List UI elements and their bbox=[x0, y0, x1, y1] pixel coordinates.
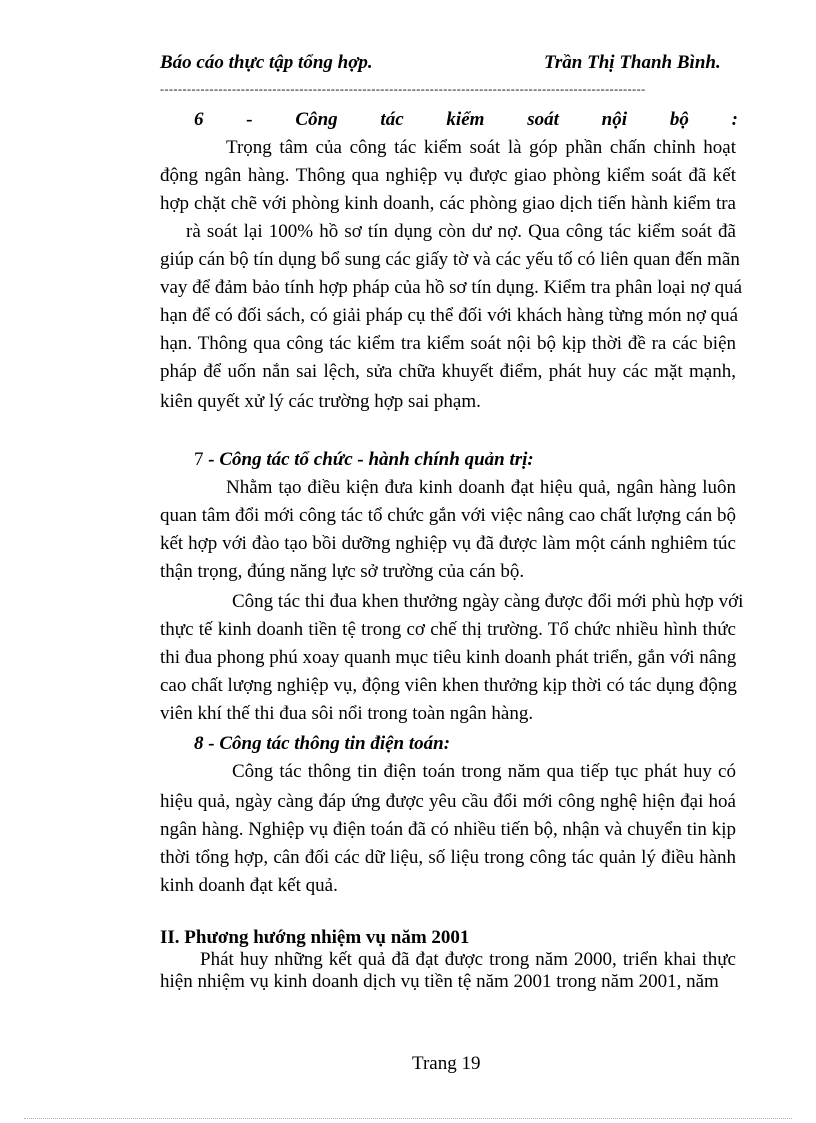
section-6-heading bbox=[194, 108, 738, 132]
section-6-word: tác bbox=[380, 109, 404, 130]
body-line: Nhằm tạo điều kiện đưa kinh doanh đạt hiệu quả, ngân hàng luôn bbox=[226, 477, 736, 498]
body-line: hợp chặt chẽ với phòng kinh doanh, các phòng giao dịch tiến hành kiểm tra bbox=[160, 193, 736, 214]
body-line: kinh doanh đạt kết quả. bbox=[160, 875, 338, 896]
body-line: vay để đảm bảo tính hợp pháp của hồ sơ tín dụng. Kiểm tra phân loại nợ quá bbox=[160, 277, 743, 298]
body-line: Công tác thông tin điện toán trong năm qua tiếp tục phát huy có bbox=[232, 761, 736, 782]
body-line: Công tác thi đua khen thưởng ngày càng được đổi mới phù hợp với bbox=[232, 591, 744, 612]
section-6-word: Công bbox=[295, 109, 338, 130]
body-line: kết hợp với đào tạo bồi dưỡng nghiệp vụ đã được làm một cánh nghiêm túc bbox=[160, 533, 736, 554]
section-7-title: - Công tác tổ chức - hành chính quản trị: bbox=[208, 449, 534, 470]
body-line: cao chất lượng nghiệp vụ, động viên khen thưởng kịp thời có tác dụng động bbox=[160, 675, 737, 696]
body-line: thực tế kinh doanh tiền tệ trong cơ chế thị trường. Tổ chức nhiều hình thức bbox=[160, 619, 736, 640]
body-line: hiện nhiệm vụ kinh doanh dịch vụ tiền tệ năm 2001 trong năm 2001, năm bbox=[160, 971, 719, 992]
body-line: thi đua phong phú xoay quanh mục tiêu kinh doanh phát triển, gắn với nâng bbox=[160, 647, 737, 668]
body-line: viên khí thế thi đua sôi nổi trong toàn ngân hàng. bbox=[160, 703, 534, 724]
header-rule: ------------------------------------------------------------------------------------------------------------ bbox=[160, 84, 646, 94]
section-6-word: nội bbox=[601, 109, 628, 130]
section-7-heading bbox=[194, 448, 534, 472]
section-6-colon: : bbox=[731, 109, 738, 130]
section-8-heading: 8 - Công tác thông tin điện toán: bbox=[194, 733, 451, 754]
body-line: rà soát lại 100% hồ sơ tín dụng còn dư nợ. Qua công tác kiểm soát đã bbox=[186, 221, 736, 242]
body-line: thời tổng hợp, cân đối các dữ liệu, số liệu trong công tác quản lý điều hành bbox=[160, 847, 736, 868]
body-line: thận trọng, đúng năng lực sở trường của cán bộ. bbox=[160, 561, 525, 582]
section-6-word: kiểm bbox=[446, 109, 485, 130]
body-line: hạn. Thông qua công tác kiểm tra kiểm soát nội bộ kịp thời đề ra các biện bbox=[160, 333, 736, 354]
body-line: động ngân hàng. Thông qua nghiệp vụ được giao phòng kiểm soát đã kết bbox=[160, 165, 736, 186]
body-line: hạn để có đối sách, có giải pháp cụ thể đối với khách hàng từng món nợ quá bbox=[160, 305, 739, 326]
section-II-heading: II. Phương hướng nhiệm vụ năm 2001 bbox=[160, 927, 470, 948]
section-6-dash: - bbox=[246, 109, 253, 130]
body-line: giúp cán bộ tín dụng bổ sung các giấy tờ và các yếu tố có liên quan đến mãn bbox=[160, 249, 740, 270]
section-6-number: 6 bbox=[194, 109, 204, 130]
body-line: hiệu quả, ngày càng đáp ứng được yêu cầu đổi mới công nghệ hiện đại hoá bbox=[160, 791, 736, 812]
header-left: Báo cáo thực tập tổng hợp. bbox=[160, 52, 373, 73]
section-6-word: bộ bbox=[669, 109, 689, 130]
page-number: Trang 19 bbox=[412, 1053, 481, 1074]
body-line: Trọng tâm của công tác kiểm soát là góp phần chấn chỉnh hoạt bbox=[226, 137, 736, 158]
body-line: Phát huy những kết quả đã đạt được trong năm 2000, triển khai thực bbox=[200, 949, 736, 970]
header-right: Trần Thị Thanh Bình. bbox=[544, 52, 721, 73]
section-6-word: soát bbox=[527, 109, 559, 130]
body-line: pháp để uốn nắn sai lệch, sửa chữa khuyết điểm, phát huy các mặt mạnh, bbox=[160, 361, 736, 382]
body-line: kiên quyết xử lý các trường hợp sai phạm. bbox=[160, 391, 481, 412]
body-line: quan tâm đổi mới công tác tổ chức gắn với việc nâng cao chất lượng cán bộ bbox=[160, 505, 736, 526]
footer-divider bbox=[24, 1118, 792, 1121]
body-line: ngân hàng. Nghiệp vụ điện toán đã có nhiều tiến bộ, nhận và chuyển tin kịp bbox=[160, 819, 736, 840]
section-7-number: 7 bbox=[194, 449, 204, 470]
